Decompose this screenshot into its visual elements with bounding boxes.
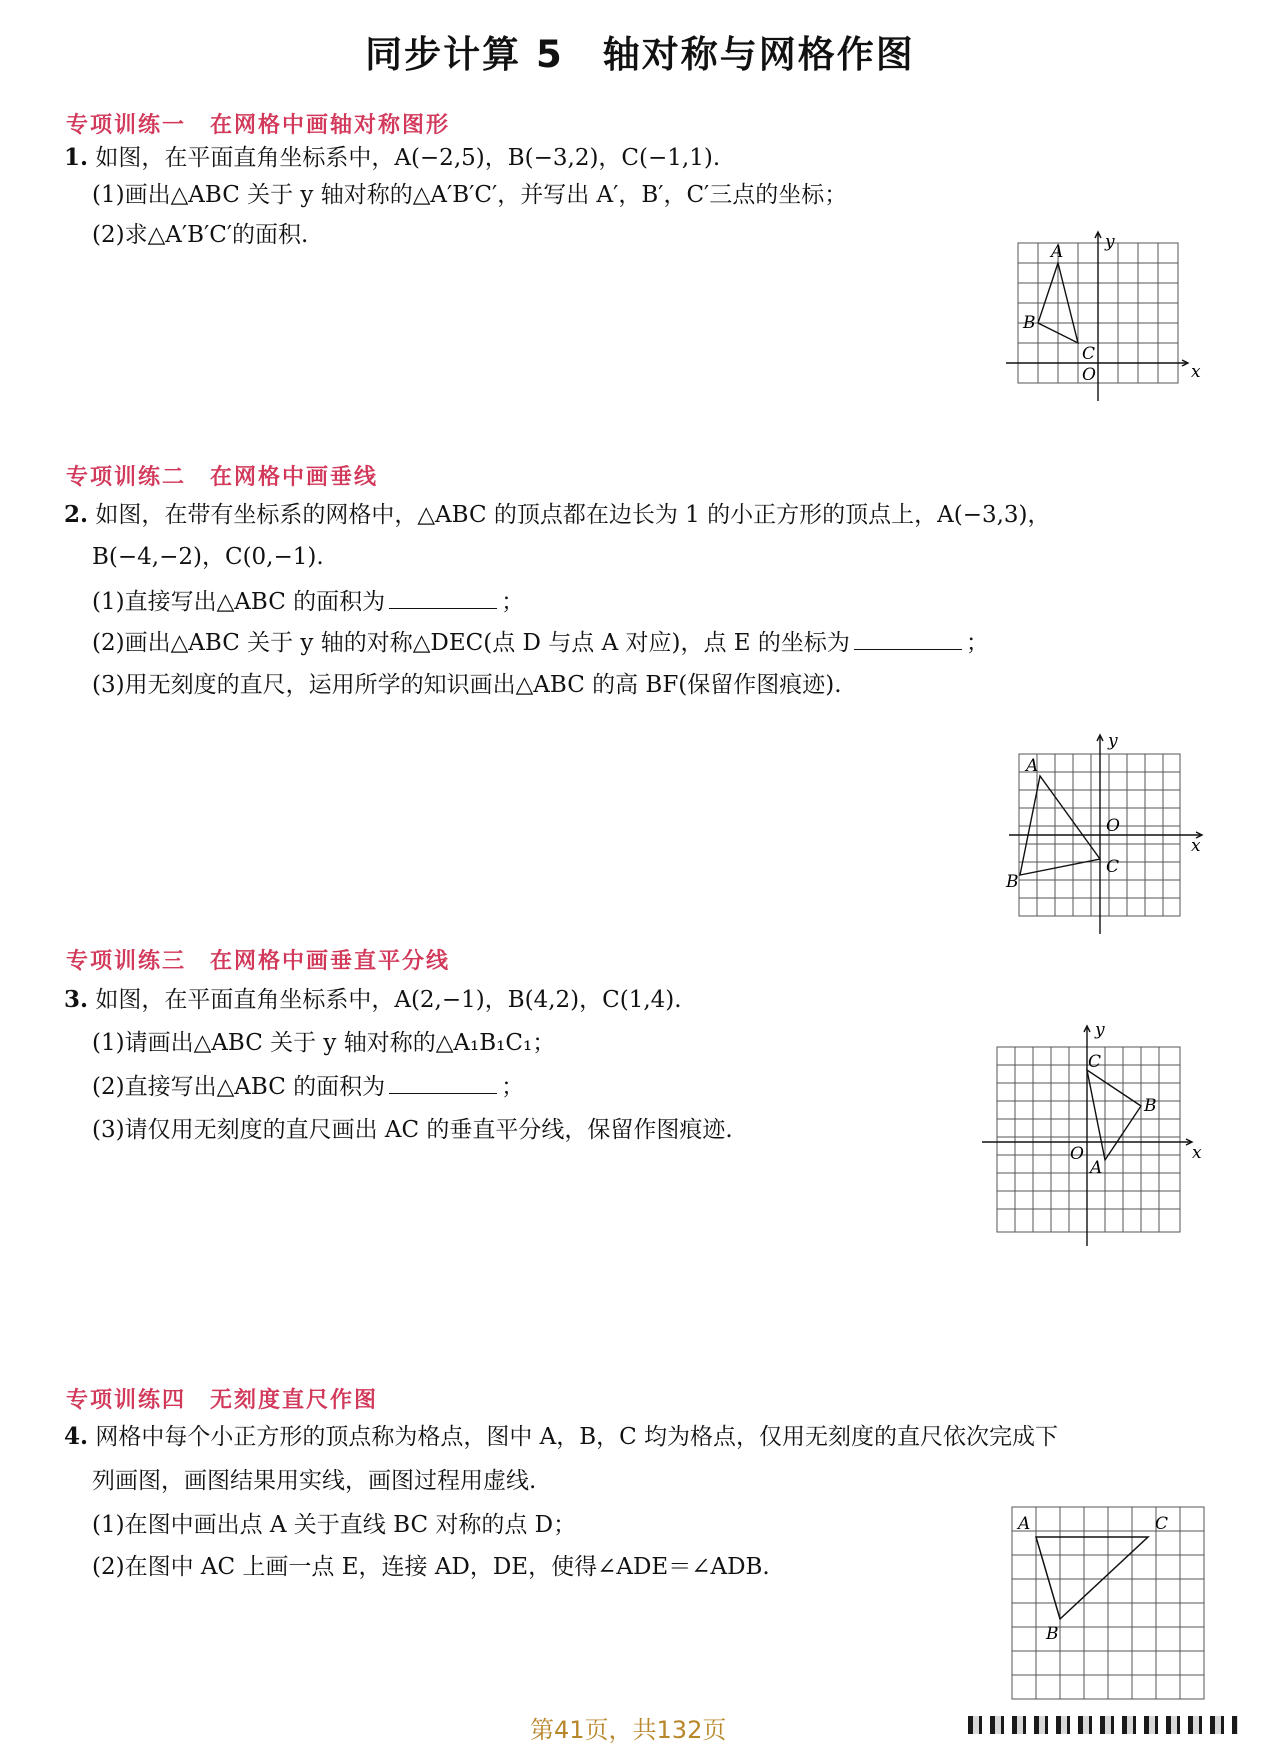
part-punct: ； <box>965 630 989 656</box>
answer-blank[interactable] <box>389 588 497 609</box>
label-origin: O <box>1070 1144 1084 1164</box>
question-3-part-2 <box>92 1072 524 1102</box>
question-1-part-2: (2)求△A′B′C′的面积. <box>92 222 309 248</box>
label-origin: O <box>1082 365 1096 385</box>
grid-lines <box>1012 1507 1204 1699</box>
section-heading-3: 专项训练三 在网格中画垂直平分线 <box>66 949 451 974</box>
page-number: 第41页，共132页 <box>530 1716 727 1744</box>
label-y: y <box>1095 1020 1105 1040</box>
question-number: 1. <box>64 144 89 171</box>
label-a: A <box>1026 756 1039 776</box>
part-text: (1)直接写出△ABC 的面积为 <box>92 589 386 615</box>
page-title: 同步计算 5 轴对称与网格作图 <box>365 33 915 76</box>
label-x: x <box>1192 1143 1202 1163</box>
label-b: B <box>1144 1096 1157 1116</box>
part-text: (2)画出△ABC 关于 y 轴的对称△DEC(点 D 与点 A 对应)，点 E 的坐标为 <box>92 630 850 656</box>
part-punct: ； <box>501 589 525 615</box>
label-a: A <box>1051 242 1064 262</box>
label-y: y <box>1108 731 1118 751</box>
section-heading-4: 专项训练四 无刻度直尺作图 <box>66 1388 379 1413</box>
question-number: 4. <box>64 1423 89 1450</box>
label-c: C <box>1082 344 1096 364</box>
question-text: 如图，在平面直角坐标系中，A(−2,5)，B(−3,2)，C(−1,1). <box>95 145 721 171</box>
page-indicator-dots <box>968 1716 1238 1734</box>
answer-blank[interactable] <box>389 1073 497 1094</box>
section-heading-1: 专项训练一 在网格中画轴对称图形 <box>66 113 451 138</box>
label-c: C <box>1155 1514 1169 1534</box>
label-b: B <box>1006 872 1019 892</box>
question-4-part-1: (1)在图中画出点 A 关于直线 BC 对称的点 D； <box>92 1512 577 1538</box>
figure-2-grid <box>1006 732 1206 937</box>
triangle-abc <box>1036 1537 1148 1619</box>
label-x: x <box>1191 362 1201 382</box>
question-number: 2. <box>64 501 89 528</box>
label-a: A <box>1018 1514 1031 1534</box>
figure-4-grid <box>1010 1505 1210 1700</box>
question-3-part-1: (1)请画出△ABC 关于 y 轴对称的△A₁B₁C₁； <box>92 1030 556 1056</box>
answer-blank[interactable] <box>854 629 962 650</box>
question-3-part-3: (3)请仅用无刻度的直尺画出 AC 的垂直平分线，保留作图痕迹. <box>92 1117 733 1143</box>
question-2-part-1 <box>92 587 524 617</box>
question-number: 3. <box>64 986 89 1013</box>
question-text: 如图，在平面直角坐标系中，A(2,−1)，B(4,2)，C(1,4). <box>95 987 682 1013</box>
part-punct: ； <box>501 1074 525 1100</box>
question-2-line-2: B(−4,−2)，C(0,−1). <box>92 544 324 570</box>
question-4-line-1 <box>64 1422 1058 1452</box>
label-b: B <box>1023 313 1036 333</box>
label-origin: O <box>1106 816 1120 836</box>
figure-3-grid <box>982 1022 1212 1247</box>
label-c: C <box>1088 1052 1102 1072</box>
question-1-part-1: (1)画出△ABC 关于 y 轴对称的△A′B′C′，并写出 A′，B′，C′三点的坐标； <box>92 182 848 208</box>
label-x: x <box>1191 836 1201 856</box>
question-4-line-2: 列画图，画图结果用实线，画图过程用虚线. <box>92 1468 537 1494</box>
question-text: 网格中每个小正方形的顶点称为格点，图中 A，B，C 均为格点，仅用无刻度的直尺依次完成下 <box>95 1424 1059 1450</box>
label-a: A <box>1090 1158 1103 1178</box>
label-b: B <box>1046 1624 1059 1644</box>
part-text: (2)直接写出△ABC 的面积为 <box>92 1074 386 1100</box>
question-3-line-1 <box>64 985 682 1015</box>
figure-1-grid <box>1005 233 1205 403</box>
label-y: y <box>1105 232 1115 252</box>
question-2-part-3: (3)用无刻度的直尺，运用所学的知识画出△ABC 的高 BF(保留作图痕迹). <box>92 672 842 698</box>
page-footer <box>0 1702 1280 1753</box>
question-2-part-2 <box>92 628 989 658</box>
question-4-part-2: (2)在图中 AC 上画一点 E，连接 AD，DE，使得∠ADE＝∠ADB. <box>92 1554 770 1580</box>
question-1-line-1 <box>64 143 720 173</box>
question-text: 如图，在带有坐标系的网格中，△ABC 的顶点都在边长为 1 的小正方形的顶点上，A(−3,3)， <box>95 502 1051 528</box>
question-2-line-1 <box>64 500 1051 530</box>
section-heading-2: 专项训练二 在网格中画垂线 <box>66 465 379 490</box>
label-c: C <box>1106 857 1120 877</box>
